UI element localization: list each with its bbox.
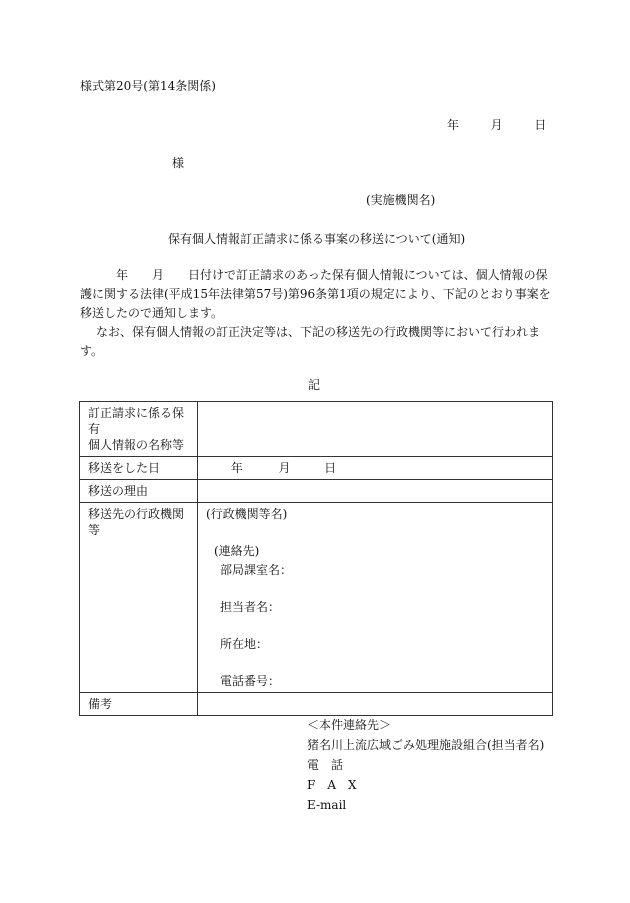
transfer-month: 月	[278, 461, 291, 475]
body-paragraph-1: 年 月 日付けで訂正請求のあった保有個人情報については、個人情報の保護に関する法律(平成15年法律第57号)第96条第1項の規定により、下記のとおり事案を移送したので通知します。	[80, 268, 551, 320]
row-label-transfer-date: 移送をした日	[80, 457, 198, 480]
destination-contact: (連絡先)	[214, 544, 260, 558]
body-text	[80, 266, 558, 361]
transfer-day: 日	[324, 461, 337, 475]
date-line	[447, 118, 546, 132]
contact-fax: F A X	[307, 778, 357, 792]
row-value-transfer-reason	[198, 480, 553, 503]
destination-agency-name: (行政機関等名)	[206, 507, 288, 521]
contact-email: E-mail	[307, 798, 347, 812]
body-paragraph-2: なお、保有個人情報の訂正決定等は、下記の移送先の行政機関等において行われます。	[80, 325, 541, 358]
row-value-remarks	[198, 693, 553, 716]
label-line-2: 個人情報の名称等	[88, 438, 185, 452]
destination-department: 部局課室名：	[220, 563, 293, 577]
table-row	[80, 457, 553, 480]
table-row	[80, 402, 553, 457]
table-row	[80, 503, 553, 693]
transfer-year: 年	[230, 461, 243, 475]
row-value-destination	[198, 503, 553, 693]
document-title: 保有個人情報訂正請求に係る事案の移送について(通知)	[168, 232, 466, 246]
table-row	[80, 693, 553, 716]
row-label-record-name	[80, 402, 198, 457]
form-number: 様式第20号(第14条関係)	[80, 79, 216, 93]
date-year: 年	[447, 118, 460, 132]
contact-org: 猪名川上流広域ごみ処理施設組合(担当者名)	[307, 738, 545, 752]
contact-heading: ＜本件連絡先＞	[307, 718, 392, 732]
row-label-remarks: 備考	[80, 693, 198, 716]
row-value-transfer-date	[198, 457, 553, 480]
contact-tel: 電 話	[307, 758, 344, 772]
table-row	[80, 480, 553, 503]
ki-heading: 記	[308, 378, 321, 392]
row-label-transfer-reason: 移送の理由	[80, 480, 198, 503]
addressee-suffix: 様	[172, 156, 185, 170]
contact-block	[307, 715, 544, 815]
row-label-destination: 移送先の行政機関等	[80, 503, 198, 693]
destination-address: 所在地：	[220, 637, 269, 651]
row-value-record-name	[198, 402, 553, 457]
destination-phone: 電話番号：	[220, 674, 281, 688]
label-line-1: 訂正請求に係る保有	[88, 406, 185, 436]
transfer-info-table	[79, 401, 553, 716]
date-month: 月	[490, 118, 503, 132]
destination-person: 担当者名：	[220, 600, 281, 614]
agency-name: (実施機関名)	[366, 193, 436, 207]
date-day: 日	[534, 118, 547, 132]
